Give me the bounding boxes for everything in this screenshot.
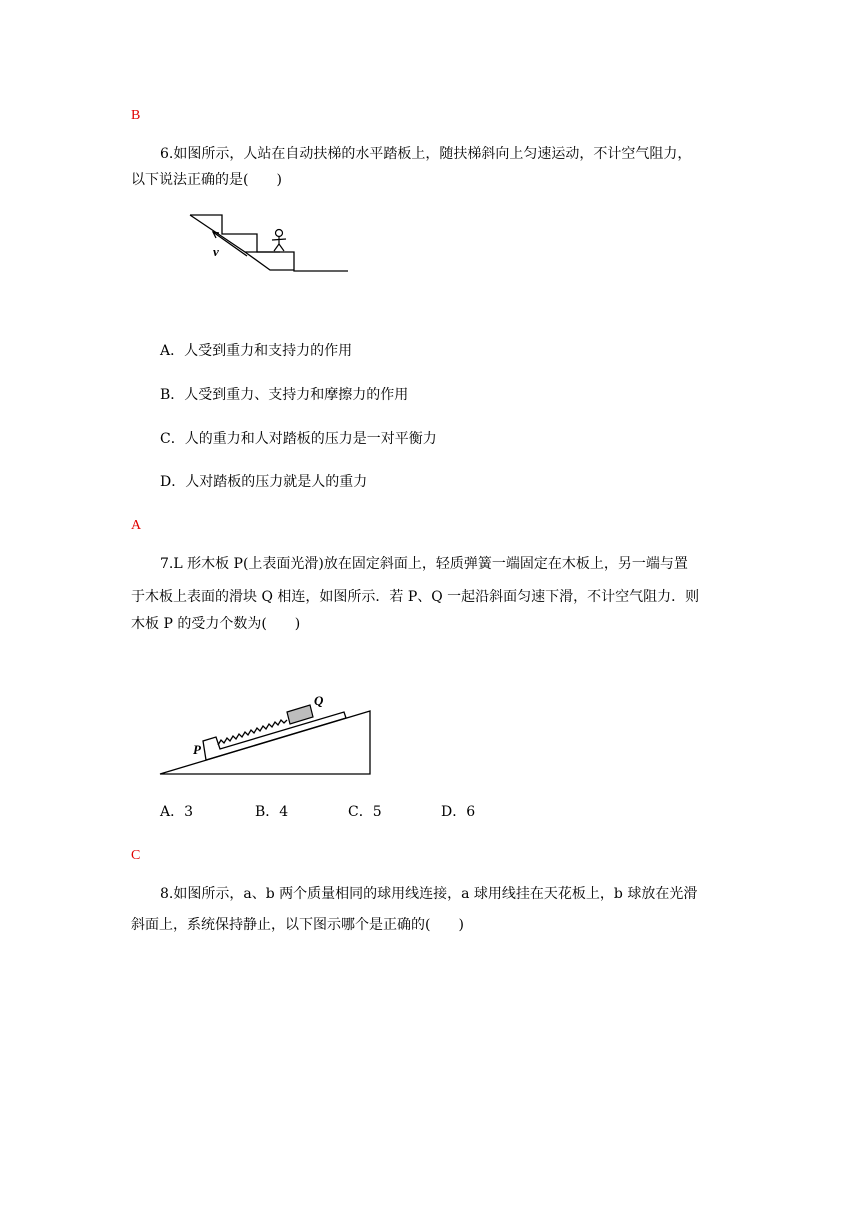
escalator-figure	[185, 212, 355, 277]
q7-option-c: C．5	[348, 804, 382, 820]
velocity-label: v	[213, 244, 219, 259]
question-6	[160, 141, 740, 167]
board-p	[203, 712, 346, 760]
question-7-line1: 7.L 形木板 P(上表面光滑)放在固定斜面上，轻质弹簧一端固定在木板上，另一端与置	[160, 556, 688, 572]
question-8-line1: 8.如图所示，a、b 两个质量相同的球用线连接，a 球用线挂在天花板上，b 球放在光滑	[160, 886, 698, 902]
q7-option-a: A．3	[160, 804, 194, 820]
escalator-steps-outer	[190, 215, 348, 271]
answer-q7: C	[131, 848, 141, 863]
q6-option-b: B．人受到重力、支持力和摩擦力的作用	[160, 387, 409, 403]
incline-figure	[158, 690, 373, 780]
q6-option-c: C．人的重力和人对踏板的压力是一对平衡力	[160, 431, 437, 447]
question-6-line1: 6.如图所示，人站在自动扶梯的水平踏板上，随扶梯斜向上匀速运动，不计空气阻力，	[160, 146, 692, 162]
label-q: Q	[314, 693, 324, 708]
answer-prev: B	[131, 108, 141, 123]
answer-q6: A	[131, 518, 142, 533]
block-q	[287, 705, 313, 724]
label-p: P	[193, 742, 201, 757]
question-6-line2: 以下说法正确的是( )	[131, 172, 282, 188]
person-icon	[272, 230, 286, 252]
q6-option-a: A．人受到重力和支持力的作用	[160, 343, 353, 359]
question-8-line2: 斜面上，系统保持静止，以下图示哪个是正确的( )	[131, 917, 464, 933]
q7-option-d: D．6	[441, 804, 476, 820]
question-7-line3: 木板 P 的受力个数为( )	[131, 616, 301, 632]
q6-option-d: D．人对踏板的压力就是人的重力	[160, 474, 368, 490]
q7-option-b: B．4	[255, 804, 289, 820]
question-7-line2: 于木板上表面的滑块 Q 相连，如图所示．若 P、Q 一起沿斜面匀速下滑，不计空气阻力．则	[131, 589, 700, 605]
